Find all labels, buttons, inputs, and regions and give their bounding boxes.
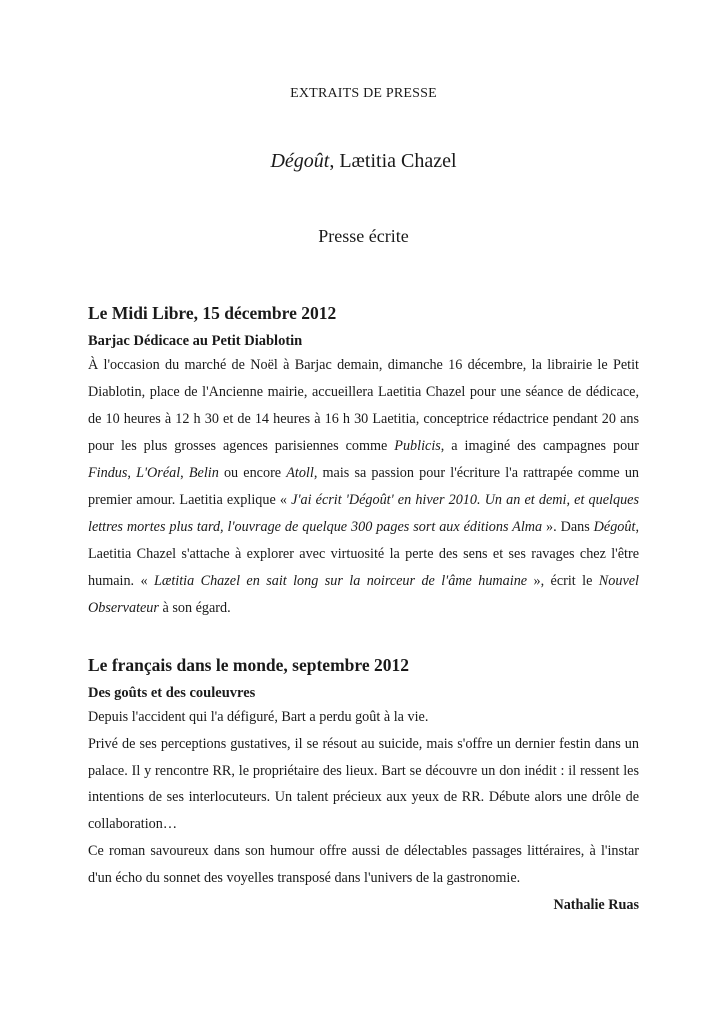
text-span: , a imaginé des campagnes pour — [440, 438, 639, 454]
article-subheading: Des goûts et des couleuvres — [88, 685, 256, 701]
italic-span: L'Oréal — [136, 465, 181, 481]
article-body — [88, 352, 639, 622]
article-heading: Le français dans le monde, septembre 2012 — [88, 655, 409, 675]
italic-span: Dégoût — [593, 519, 636, 535]
italic-span: Belin — [188, 465, 219, 481]
article-midi-libre — [88, 300, 639, 622]
book-title-italic: Dégoût — [270, 150, 330, 172]
italic-span: Publicis — [394, 438, 441, 454]
article-paragraph: Depuis l'accident qui l'a défiguré, Bart a perdu goût à la vie. — [88, 709, 429, 725]
signature: Nathalie Ruas — [553, 896, 639, 913]
italic-quote: Lætitia Chazel en sait long sur la noirceur de l'âme humaine — [154, 573, 528, 589]
article-paragraph: Ce roman savoureux dans son humour offre aussi de délectables passages littéraires, à l'instar d'un écho du sonnet des voyelles transposé dans l'univers de la gastronomie. — [88, 842, 639, 886]
text-span: ou encore — [218, 465, 287, 481]
article-subheading: Barjac Dédicace au Petit Diablotin — [88, 333, 303, 349]
text-span: , — [180, 465, 189, 481]
text-span: », écrit le — [527, 573, 599, 589]
text-span: ». Dans — [542, 519, 594, 535]
text-span: à son égard. — [158, 600, 231, 616]
text-span: , Laetitia Chazel s'attache à explorer avec virtuosité la perte des sens et ses ravages chez l'être humain. « — [88, 519, 639, 589]
article-heading: Le Midi Libre, 15 décembre 2012 — [88, 303, 337, 323]
document-kicker: EXTRAITS DE PRESSE — [290, 86, 437, 101]
text-span: , mais sa passion pour l'écriture l'a rattrapée comme un premier amour. Laetitia explique « — [88, 465, 640, 508]
article-francais-monde — [88, 652, 639, 919]
italic-span: Nouvel Observateur — [88, 573, 639, 616]
text-span: À l'occasion du marché de Noël à Barjac demain, dimanche 16 décembre, la librairie le Petit Diablotin, place de l'Ancienne mairie, accueillera Laetitia Chazel pour une séance de dédicace, de 10 heures à 12 h 30 et de 14 heures à 16 h 30 Laetitia, conceptrice rédactrice pendant 20 ans pour les plus grosses agences parisiennes comme — [88, 357, 639, 454]
italic-span: Atoll — [286, 465, 314, 481]
book-author: , Lætitia Chazel — [329, 150, 457, 172]
italic-quote: J'ai écrit 'Dégoût' en hiver 2010. Un an et demi, et quelques lettres mortes plus tard, l'ouvrage de quelque 300 pages sort aux éditions Alma — [88, 492, 639, 535]
section-subtitle: Presse écrite — [318, 226, 409, 246]
article-paragraph: Privé de ses perceptions gustatives, il se résout au suicide, mais s'offre un dernier festin dans un palace. Il y rencontre RR, le propriétaire des lieux. Bart se découvre un don inédit : il ressent les intentions de ses interlocuteurs. Un talent précieux aux yeux de RR. Débute alors une drôle de collaboration… — [88, 735, 639, 833]
book-title — [88, 150, 639, 173]
text-span: , — [127, 465, 137, 481]
italic-span: Findus — [88, 465, 128, 481]
